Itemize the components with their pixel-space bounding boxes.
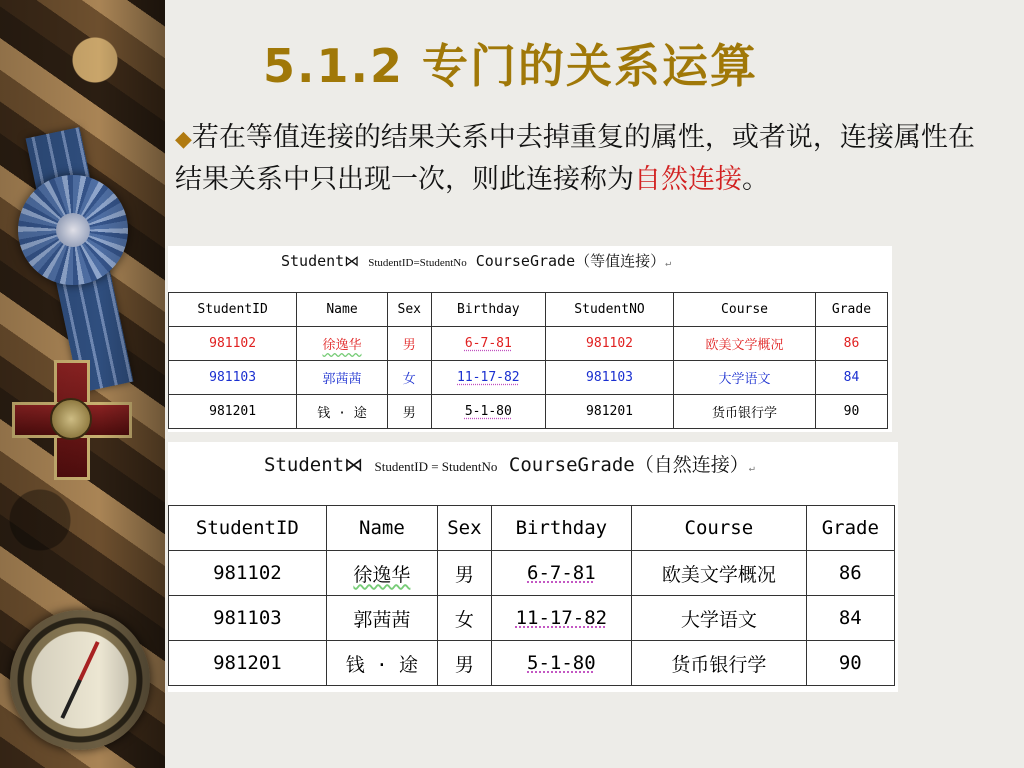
equijoin-table [168,292,888,429]
table-cell: 郭茜茜 [297,361,388,395]
table-cell: 钱 · 途 [326,641,437,686]
natural-join-figure [168,442,898,692]
table-row [169,361,888,395]
table-cell: 女 [438,596,492,641]
table-cell: 货币银行学 [632,641,807,686]
header-cell: Birthday [431,293,545,327]
table-cell: 981102 [169,551,327,596]
paragraph-end: 。 [742,164,769,195]
equijoin-caption: Student⋈ StudentID=StudentNo CourseGrade（等值连接）↵ [281,252,672,270]
table-cell: 981103 [169,596,327,641]
caption-relation-right: CourseGrade（自然连接） [508,454,749,476]
table-row [169,327,888,361]
table-cell: 钱 · 途 [297,395,388,429]
caption-relation-right: CourseGrade（等值连接） [475,252,666,270]
header-cell: Grade [806,506,894,551]
table-cell: 981201 [169,395,297,429]
table-cell: 5-1-80 [491,641,631,686]
table-cell: 欧美文学概况 [632,551,807,596]
table-cell: 男 [438,551,492,596]
header-cell: Birthday [491,506,631,551]
header-cell: Sex [438,506,492,551]
header-cell: StudentID [169,293,297,327]
equijoin-figure [168,246,892,432]
header-cell: Name [297,293,388,327]
table-header-row [169,506,895,551]
table-row [169,551,895,596]
table-cell: 981102 [545,327,673,361]
table-row [169,395,888,429]
table-cell: 大学语文 [632,596,807,641]
table-cell: 981103 [169,361,297,395]
table-cell: 86 [806,551,894,596]
table-cell: 981201 [169,641,327,686]
table-cell: 徐逸华 [326,551,437,596]
table-cell: 欧美文学概况 [674,327,816,361]
table-row [169,641,895,686]
table-row [169,596,895,641]
header-cell: StudentNO [545,293,673,327]
table-cell: 981201 [545,395,673,429]
natural-join-caption: Student⋈ StudentID = StudentNo CourseGrade（自然连接）↵ [264,454,755,476]
diamond-bullet-icon: ◆ [175,127,192,152]
table-cell: 货币银行学 [674,395,816,429]
table-cell: 84 [806,596,894,641]
table-cell: 84 [815,361,887,395]
caption-relation-left: Student⋈ [281,252,360,270]
decorative-photo-strip [0,0,165,768]
header-cell: StudentID [169,506,327,551]
caption-relation-left: Student⋈ [264,454,364,476]
table-cell: 徐逸华 [297,327,388,361]
header-cell: Grade [815,293,887,327]
header-cell: Name [326,506,437,551]
table-cell: 981103 [545,361,673,395]
natural-join-term: 自然连接 [634,164,742,195]
table-cell: 6-7-81 [491,551,631,596]
header-cell: Course [632,506,807,551]
table-cell: 6-7-81 [431,327,545,361]
table-cell: 女 [387,361,431,395]
slide-title: 5.1.2 专门的关系运算 [263,39,758,93]
table-cell: 男 [387,395,431,429]
table-cell: 11-17-82 [491,596,631,641]
bullet-paragraph [175,118,975,200]
header-cell: Course [674,293,816,327]
table-cell: 郭茜茜 [326,596,437,641]
natural-join-table [168,505,895,686]
table-cell: 11-17-82 [431,361,545,395]
table-cell: 981102 [169,327,297,361]
caption-join-condition: StudentID = StudentNo [374,459,498,474]
table-cell: 男 [438,641,492,686]
header-cell: Sex [387,293,431,327]
table-cell: 90 [815,395,887,429]
table-cell: 男 [387,327,431,361]
table-cell: 90 [806,641,894,686]
table-cell: 大学语文 [674,361,816,395]
table-cell: 5-1-80 [431,395,545,429]
table-cell: 86 [815,327,887,361]
table-header-row [169,293,888,327]
caption-join-condition: StudentID=StudentNo [368,257,467,269]
paragraph-text: 若在等值连接的结果关系中去掉重复的属性，或者说，连接属性在结果关系中只出现一次，则此连接称为 [175,122,975,195]
